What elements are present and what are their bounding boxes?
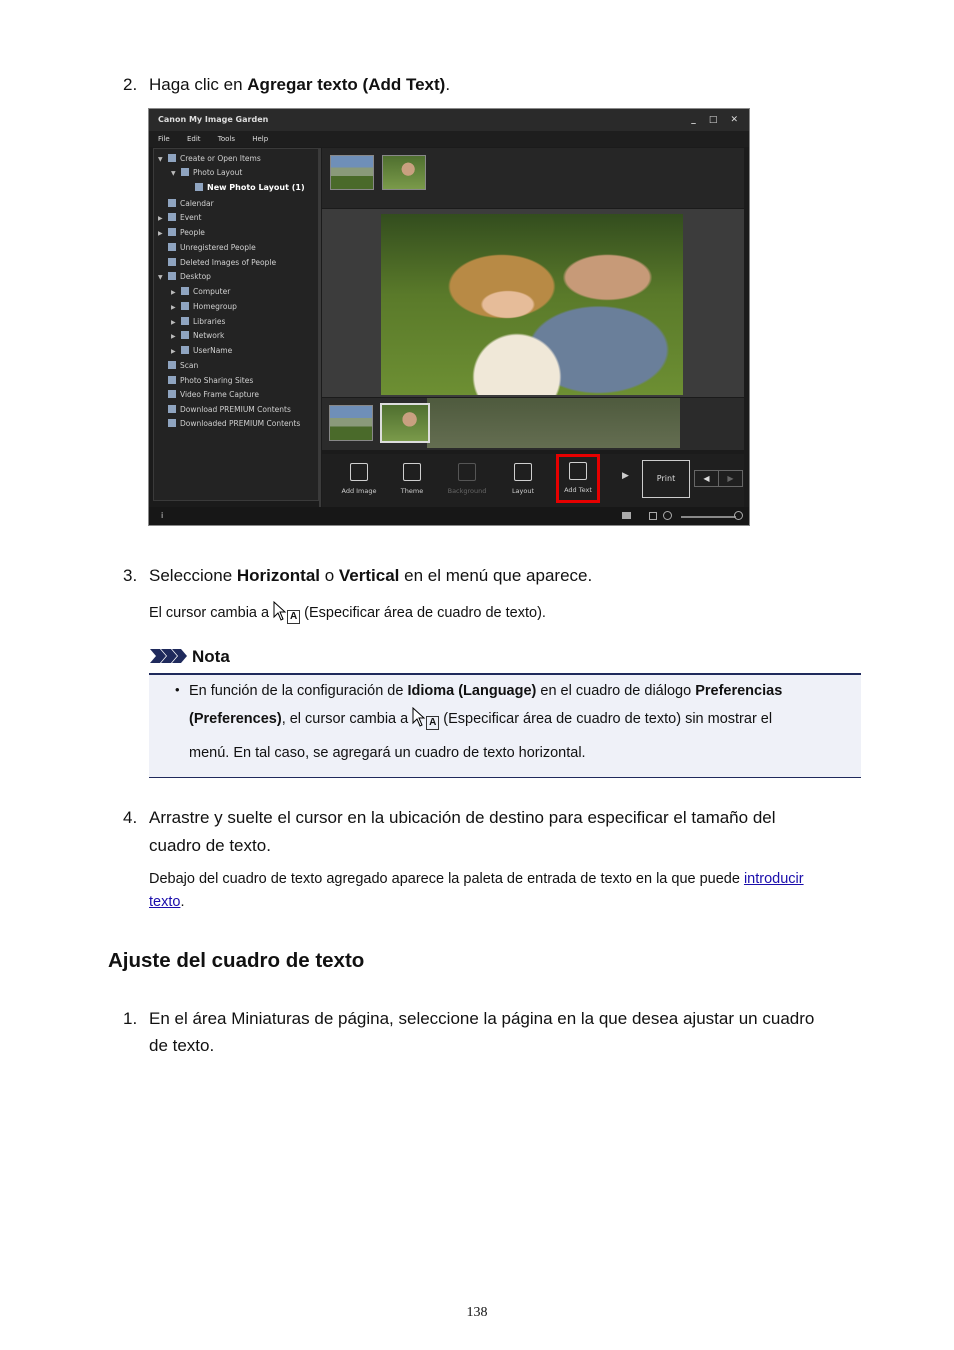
- arrow-right-icon: ▶: [727, 474, 734, 483]
- step-4-detail-2: texto.: [149, 894, 185, 910]
- app-title: Canon My Image Garden: [158, 115, 269, 124]
- step-number: 3.: [123, 566, 138, 585]
- menu-bar: [149, 131, 749, 147]
- person-icon: [168, 243, 176, 251]
- tree-item-username[interactable]: ▶ UserName: [171, 346, 233, 355]
- toolbar: [322, 454, 744, 507]
- enter-text-link[interactable]: introducir: [743, 871, 804, 887]
- add-image-button[interactable]: Add Image: [337, 457, 381, 503]
- add-text-label: Agregar texto (Add Text): [247, 75, 446, 94]
- tree-item-photo-layout[interactable]: ▼ Photo Layout: [171, 168, 243, 177]
- add-image-icon: [350, 463, 368, 481]
- homegroup-icon: [181, 302, 189, 310]
- menu-edit[interactable]: Edit: [186, 135, 201, 143]
- menu-file[interactable]: File: [158, 135, 170, 143]
- video-frame-icon: [168, 390, 176, 398]
- zoom-in-icon[interactable]: [734, 511, 743, 520]
- note-line-2: (Preferences), el cursor cambia a A (Especificar área de cuadro de texto) sin mostrar el: [189, 707, 849, 731]
- image-thumbnail-mountain[interactable]: [330, 155, 374, 190]
- back-button[interactable]: [694, 470, 719, 487]
- tree-item-libraries[interactable]: ▶ Libraries: [171, 317, 226, 326]
- status-bar: [149, 507, 749, 525]
- tree-item-unregistered-people[interactable]: Unregistered People: [168, 242, 256, 254]
- layout-icon: [195, 183, 203, 191]
- tree-item-photo-sharing[interactable]: Photo Sharing Sites: [168, 375, 253, 387]
- tree-item-downloaded-premium[interactable]: Downloaded PREMIUM Contents: [168, 418, 300, 430]
- theme-button[interactable]: Theme: [390, 457, 434, 503]
- note-box: [149, 673, 861, 778]
- user-folder-icon: [181, 346, 189, 354]
- download-icon: [168, 405, 176, 413]
- step-2: [123, 71, 823, 98]
- network-icon: [181, 331, 189, 339]
- step-4: 4. Arrastre y suelte el cursor en la ubicación de destino para especificar el tamaño del cuadro de texto.: [123, 804, 863, 860]
- forward-button[interactable]: [718, 470, 743, 487]
- step-number: 1.: [123, 1009, 138, 1028]
- zoom-out-icon[interactable]: [663, 511, 672, 520]
- add-text-button[interactable]: Add Text: [556, 454, 600, 503]
- scan-icon: [168, 361, 176, 369]
- layout-icon: [514, 463, 532, 481]
- desktop-icon: [168, 272, 176, 280]
- step-4-detail: Debajo del cuadro de texto agregado aparece la paleta de entrada de texto en la que puede introducir: [149, 871, 804, 887]
- event-icon: [168, 213, 176, 221]
- tree-item-event[interactable]: ▶ Event: [158, 213, 202, 222]
- family-photo[interactable]: [381, 214, 683, 395]
- print-button[interactable]: Print: [642, 460, 690, 498]
- background-icon: [458, 463, 476, 481]
- image-thumbnail-family[interactable]: [382, 155, 426, 190]
- arrow-cursor-icon: [412, 707, 426, 729]
- page-thumbnail-2[interactable]: [380, 403, 430, 443]
- step-text: Seleccione Horizontal o Vertical en el menú que aparece.: [149, 566, 593, 585]
- window-controls[interactable]: _ □ ✕: [691, 115, 743, 125]
- app-window-screenshot: [148, 108, 750, 526]
- folder-tree: [153, 148, 319, 501]
- note-arrows-icon: [150, 649, 188, 663]
- tree-item-deleted-people[interactable]: Deleted Images of People: [168, 257, 276, 269]
- step-1: 1. En el área Miniaturas de página, seleccione la página en la que desea ajustar un cuadro de texto.: [123, 1005, 863, 1061]
- person-outline-icon: [168, 258, 176, 266]
- zoom-slider[interactable]: [681, 516, 736, 518]
- tree-item-video-frame[interactable]: Video Frame Capture: [168, 389, 259, 401]
- cursor-description: El cursor cambia a A (Especificar área de cuadro de texto).: [149, 601, 849, 625]
- text-area-icon: A: [287, 610, 300, 624]
- menu-tools[interactable]: Tools: [217, 135, 235, 143]
- layout-button[interactable]: Layout: [501, 457, 545, 503]
- chevron-right-icon[interactable]: ▶: [622, 471, 629, 481]
- page-thumbnails-area: [322, 398, 744, 450]
- step-3: [123, 562, 823, 589]
- text-area-icon: A: [426, 716, 439, 730]
- bullet: •: [175, 682, 180, 697]
- arrow-cursor-icon: [273, 601, 287, 623]
- step-number: 2.: [123, 75, 138, 94]
- tree-item-network[interactable]: ▶ Network: [171, 331, 225, 340]
- step-text: Haga clic en Agregar texto (Add Text).: [149, 75, 451, 94]
- menu-help[interactable]: Help: [252, 135, 269, 143]
- title-bar: [149, 109, 749, 131]
- background-button[interactable]: Background: [445, 457, 489, 503]
- add-text-icon: [569, 462, 587, 480]
- tree-item-homegroup[interactable]: ▶ Homegroup: [171, 302, 237, 311]
- arrow-left-icon: ◀: [703, 474, 710, 483]
- page-number: 138: [466, 1305, 488, 1320]
- libraries-icon: [181, 317, 189, 325]
- section-heading: Ajuste del cuadro de texto: [108, 949, 365, 972]
- fit-icon[interactable]: [649, 512, 657, 520]
- pane-splitter[interactable]: [319, 148, 321, 508]
- tree-item-desktop[interactable]: ▼ Desktop: [158, 272, 211, 281]
- computer-icon: [181, 287, 189, 295]
- note-line-1: En función de la configuración de Idioma (Language) en el cuadro de diálogo Preferencias: [189, 683, 783, 699]
- tree-item-new-photo-layout[interactable]: New Photo Layout (1): [195, 182, 305, 194]
- tree-item-download-premium[interactable]: Download PREMIUM Contents: [168, 404, 291, 416]
- page-thumbnail-1[interactable]: [329, 405, 373, 441]
- theme-icon: [403, 463, 421, 481]
- tree-item-calendar[interactable]: Calendar: [168, 198, 214, 210]
- folder-icon: [168, 419, 176, 427]
- tree-item-computer[interactable]: ▶ Computer: [171, 287, 231, 296]
- tree-item-scan[interactable]: Scan: [168, 360, 198, 372]
- person-icon: [168, 228, 176, 236]
- edit-area[interactable]: [322, 209, 744, 397]
- tree-item-create[interactable]: ▼ Create or Open Items: [158, 154, 261, 163]
- create-icon: [168, 154, 176, 162]
- view-mode-icon[interactable]: [622, 512, 631, 519]
- note-heading: Nota: [150, 647, 230, 667]
- selected-images-area: [322, 148, 744, 208]
- note-line-3: menú. En tal caso, se agregará un cuadro de texto horizontal.: [189, 745, 586, 761]
- enter-text-link-continued[interactable]: texto: [149, 894, 181, 910]
- layout-icon: [181, 168, 189, 176]
- tree-item-people[interactable]: ▶ People: [158, 228, 205, 237]
- calendar-icon: [168, 199, 176, 207]
- info-icon[interactable]: i: [161, 511, 164, 520]
- step-number: 4.: [123, 808, 138, 827]
- photo-sharing-icon: [168, 376, 176, 384]
